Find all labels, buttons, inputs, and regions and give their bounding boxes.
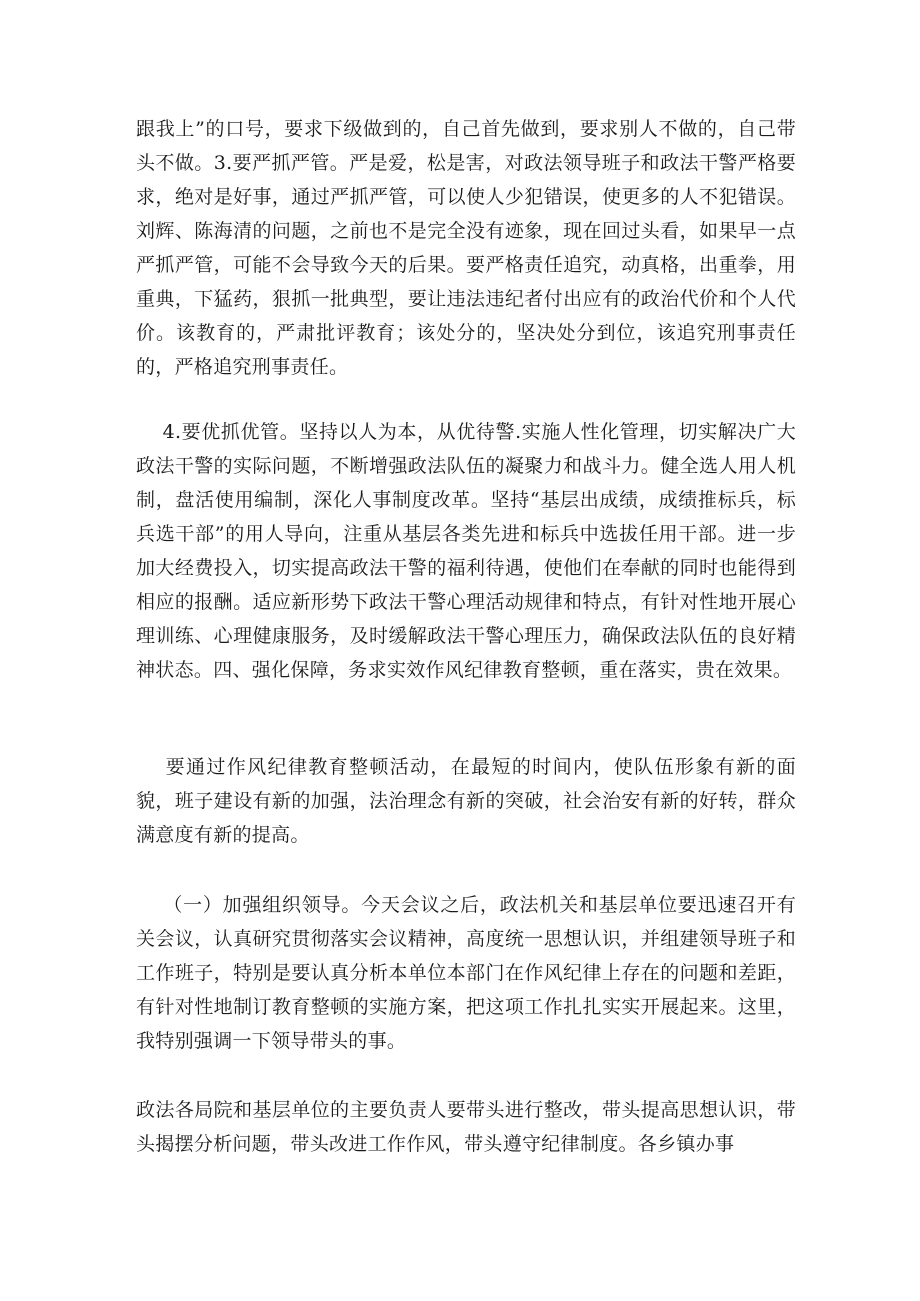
paragraph-rectification-goals: 要通过作风纪律教育整顿活动，在最短的时间内，使队伍形象有新的面貌，班子建设有新的加强，法治理念有新的突破，社会治安有新的好转，群众满意度有新的提高。	[136, 756, 796, 846]
paragraph-organizational-leadership: （一）加强组织领导。今天会议之后，政法机关和基层单位要迅速召开有关会议，认真研究贯彻落实会议精神，高度统一思想认识，并组建领导班子和工作班子，特别是要认真分析本单位本部门在作风纪律上存在的问题和差距，有针对性地制订教育整顿的实施方案，把这项工作扎扎实实开展起来。这里，我特别强调一下领导带头的事。	[136, 894, 796, 1052]
paragraph-preferential-management: 4.要优抓优管。坚持以人为本，从优待警.实施人性化管理，切实解决广大政法干警的实际问题，不断增强政法队伍的凝聚力和战斗力。健全选人用人机制，盘活使用编制，深化人事制度改革。坚持“基层出成绩，成绩推标兵，标兵选干部”的用人导向，注重从基层各类先进和标兵中选拔任用干部。进一步加大经费投入，切实提高政法干警的福利待遇，使他们在奉献的同时也能得到相应的报酬。适应新形势下政法干警心理活动规律和特点，有针对性地开展心理训练、心理健康服务，及时缓解政法干警心理压力，确保政法队伍的良好精神状态。四、强化保障，务求实效作风纪律教育整顿，重在落实，贵在效果。	[136, 421, 797, 681]
paragraph-strict-management: 跟我上”的口号，要求下级做到的，自己首先做到，要求别人不做的，自己带头不做。3.要严抓严管。严是爱，松是害，对政法领导班子和政法干警严格要求，绝对是好事，通过严抓严管，可以使人少犯错误，使更多的人不犯错误。刘辉、陈海清的问题，之前也不是完全没有迹象，现在回过头看，如果早一点严抓严管，可能不会导致今天的后果。要严格责任追究，动真格，出重拳，用重典，下猛药，狠抓一批典型，要让违法违纪者付出应有的政治代价和个人代价。该教育的，严肃批评教育；该处分的，坚决处分到位，该追究刑事责任的，严格追究刑事责任。	[136, 118, 796, 378]
paragraph-leaders-take-lead: 政法各局院和基层单位的主要负责人要带头进行整改，带头提高思想认识，带头揭摆分析问题，带头改进工作作风，带头遵守纪律制度。各乡镇办事	[136, 1099, 796, 1155]
